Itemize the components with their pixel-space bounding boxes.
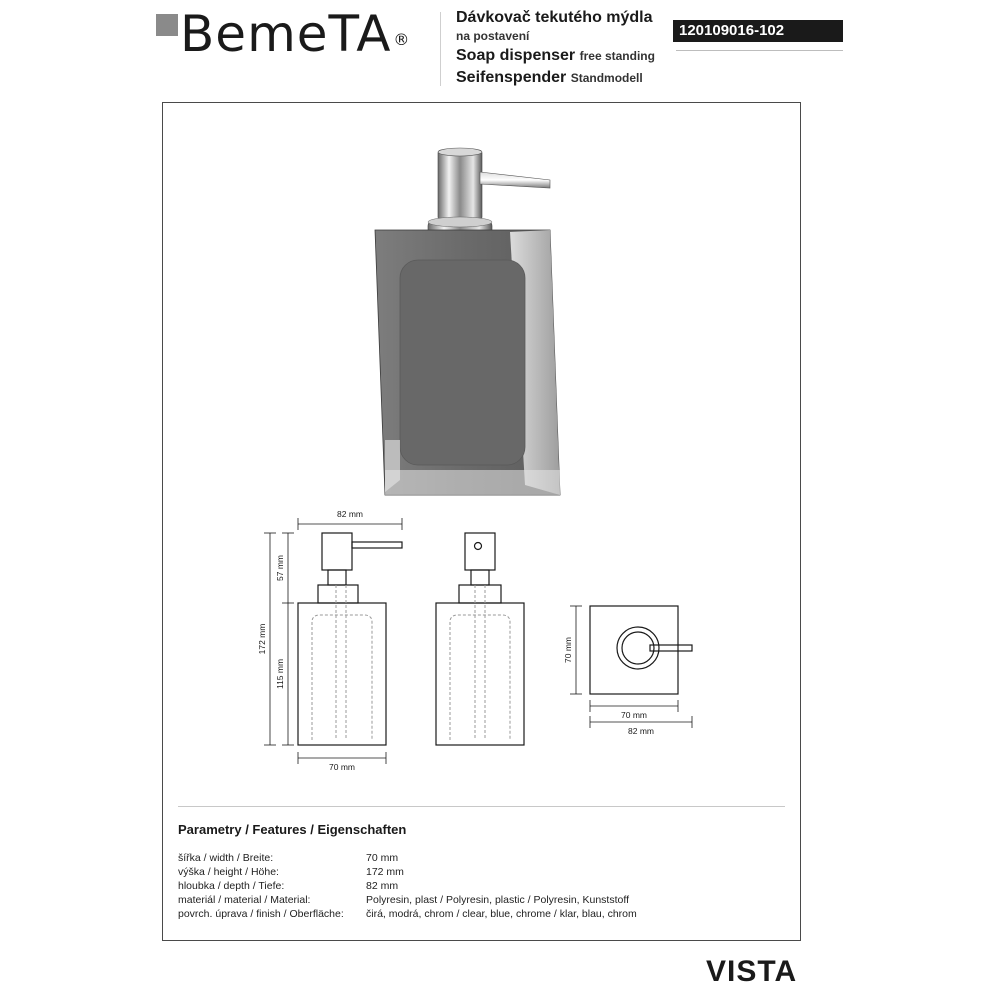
spec-row-width	[178, 852, 778, 865]
features-divider	[178, 806, 785, 807]
product-title-de-main: Seifenspender	[456, 69, 567, 86]
spec-value: 70 mm	[366, 852, 399, 864]
top-body	[590, 606, 678, 694]
spec-row-finish	[178, 908, 778, 921]
dim-top-width-inner: 70 mm	[621, 710, 647, 720]
brand-name: BemeTA	[180, 5, 392, 63]
header-rule	[676, 50, 843, 51]
spec-row-material	[178, 894, 778, 907]
front-pump-head	[322, 533, 352, 570]
brand-logo	[180, 6, 410, 62]
product-code-badge: 120109016-102	[673, 20, 843, 42]
product-title-en-main: Soap dispenser	[456, 47, 576, 64]
spec-value: čirá, modrá, chrom / clear, blue, chrome / klar, blau, chrom	[366, 908, 637, 920]
dim-front-height-total: 172 mm	[257, 623, 267, 655]
registered-mark: ®	[393, 30, 411, 49]
series-name: VISTA	[706, 955, 798, 988]
product-subtitle-de: Standmodell	[570, 71, 643, 85]
product-title-cz: Dávkovač tekutého mýdla	[456, 9, 653, 26]
spec-label: povrch. úprava / finish / Oberfläche:	[178, 908, 344, 920]
spec-value: 82 mm	[366, 880, 399, 892]
features-title: Parametry / Features / Eigenschaften	[178, 822, 407, 837]
dim-top-width-outer: 82 mm	[628, 726, 654, 736]
dim-front-width-top: 82 mm	[337, 509, 363, 519]
side-pump-head	[465, 533, 495, 570]
dim-front-height-body: 115 mm	[275, 658, 285, 690]
spec-label: výška / height / Höhe:	[178, 866, 279, 878]
brand-logo-mark	[156, 14, 178, 36]
product-subtitle-en: free standing	[579, 49, 655, 63]
pump-nozzle	[480, 172, 550, 188]
product-title-en	[456, 46, 655, 66]
product-title-de	[456, 68, 643, 88]
spec-label: hloubka / depth / Tiefe:	[178, 880, 285, 892]
front-body	[298, 603, 386, 745]
dim-top-depth: 70 mm	[563, 637, 573, 663]
technical-drawings	[240, 500, 720, 790]
spec-row-depth	[178, 880, 778, 893]
dim-front-width-bottom: 70 mm	[329, 762, 355, 772]
spec-value: Polyresin, plast / Polyresin, plastic / Polyresin, Kunststoff	[366, 894, 630, 906]
spec-value: 172 mm	[366, 866, 404, 878]
header-divider	[440, 12, 441, 86]
pump-head	[438, 150, 482, 220]
side-body	[436, 603, 524, 745]
spec-label: materiál / material / Material:	[178, 894, 311, 906]
spec-label: šířka / width / Breite:	[178, 852, 274, 864]
dim-front-height-top: 57 mm	[275, 555, 285, 581]
spec-row-height	[178, 866, 778, 879]
product-photo	[360, 140, 580, 510]
product-subtitle-cz: na postavení	[456, 29, 530, 43]
